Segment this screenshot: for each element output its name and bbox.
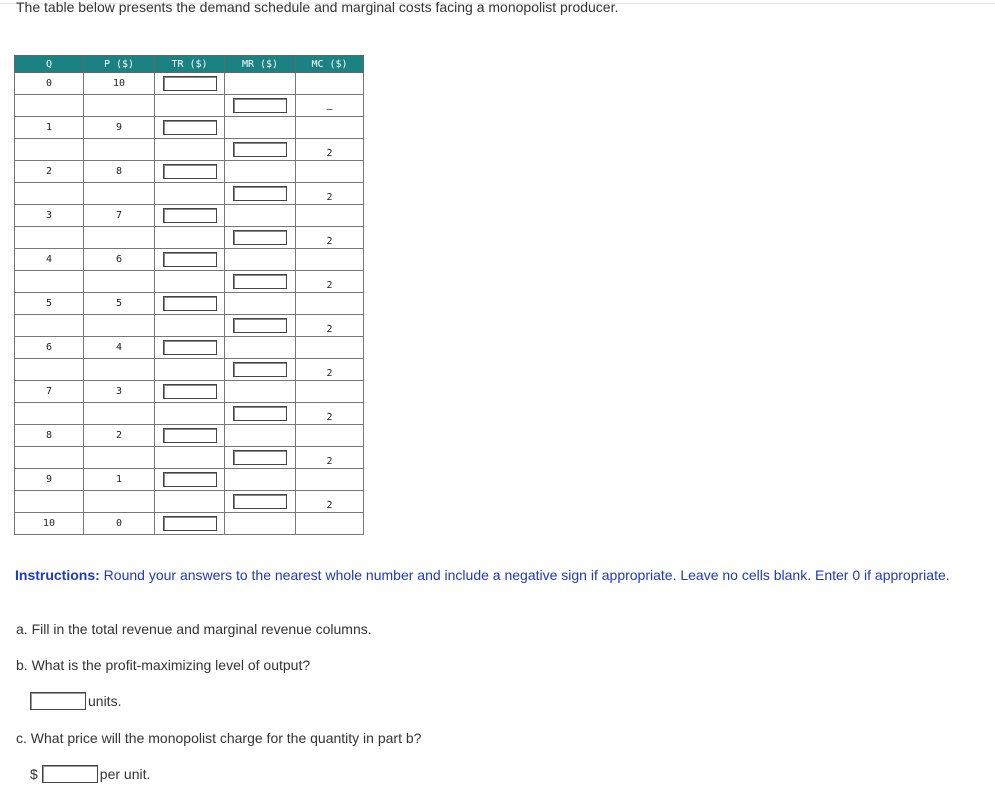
mr-input[interactable] xyxy=(233,274,287,289)
q-cell: 4 xyxy=(15,249,84,271)
mr-cell xyxy=(225,491,296,513)
mc-cell xyxy=(296,139,364,161)
table-row xyxy=(15,359,364,381)
question-a: a. Fill in the total revenue and marginal revenue columns. xyxy=(16,621,372,637)
tr-input[interactable] xyxy=(163,120,217,135)
tr-cell xyxy=(155,293,225,315)
p-cell: 9 xyxy=(84,117,155,139)
mr-input[interactable] xyxy=(233,230,287,245)
table-row xyxy=(15,73,364,95)
header-mr: MR ($) xyxy=(225,56,296,73)
tr-input[interactable] xyxy=(163,472,217,487)
table-row xyxy=(15,205,364,227)
p-cell: 8 xyxy=(84,161,155,183)
tr-input[interactable] xyxy=(163,340,217,355)
p-cell: 6 xyxy=(84,249,155,271)
tr-input[interactable] xyxy=(163,428,217,443)
intro-text: The table below presents the demand schedule and marginal costs facing a monopolist producer. xyxy=(16,0,619,15)
table-row xyxy=(15,139,364,161)
mc-value: 2 xyxy=(326,456,333,467)
mr-cell xyxy=(225,227,296,249)
mc-cell xyxy=(296,359,364,381)
table-row xyxy=(15,117,364,139)
tr-input[interactable] xyxy=(163,516,217,531)
mr-cell xyxy=(225,359,296,381)
table-row xyxy=(15,249,364,271)
mc-value: 2 xyxy=(326,192,333,203)
mc-cell xyxy=(296,447,364,469)
mr-cell xyxy=(225,403,296,425)
output-level-input[interactable] xyxy=(30,692,86,710)
table-row xyxy=(15,95,364,117)
question-b: b. What is the profit-maximizing level of output? xyxy=(16,657,311,673)
header-mc: MC ($) xyxy=(296,56,364,73)
mr-input[interactable] xyxy=(233,406,287,421)
table-row xyxy=(15,403,364,425)
q-cell: 9 xyxy=(15,469,84,491)
p-cell: 5 xyxy=(84,293,155,315)
p-cell: 7 xyxy=(84,205,155,227)
mc-blank xyxy=(296,73,364,95)
mr-input[interactable] xyxy=(233,186,287,201)
tr-cell xyxy=(155,249,225,271)
table-row xyxy=(15,161,364,183)
mr-input[interactable] xyxy=(233,450,287,465)
tr-cell xyxy=(155,337,225,359)
tr-cell xyxy=(155,73,225,95)
mr-cell xyxy=(225,95,296,117)
question-c: c. What price will the monopolist charge for the quantity in part b? xyxy=(16,730,422,746)
table-row xyxy=(15,447,364,469)
mc-cell xyxy=(296,227,364,249)
header-tr: TR ($) xyxy=(155,56,225,73)
q-cell: 5 xyxy=(15,293,84,315)
answer-b-row xyxy=(30,692,121,710)
tr-cell xyxy=(155,205,225,227)
tr-input[interactable] xyxy=(163,208,217,223)
table-row xyxy=(15,315,364,337)
tr-cell xyxy=(155,161,225,183)
mc-cell xyxy=(296,403,364,425)
header-p: P ($) xyxy=(84,56,155,73)
tr-cell xyxy=(155,425,225,447)
mr-cell xyxy=(225,271,296,293)
mc-cell xyxy=(296,491,364,513)
tr-input[interactable] xyxy=(163,296,217,311)
mr-input[interactable] xyxy=(233,494,287,509)
p-cell: 2 xyxy=(84,425,155,447)
per-unit-label: per unit. xyxy=(99,766,151,782)
header-q: Q xyxy=(15,56,84,73)
mc-value: 2 xyxy=(326,368,333,379)
q-cell: 10 xyxy=(15,513,84,535)
mr-cell xyxy=(225,315,296,337)
q-cell: 2 xyxy=(15,161,84,183)
mc-cell xyxy=(296,315,364,337)
p-cell: 4 xyxy=(84,337,155,359)
q-cell: 1 xyxy=(15,117,84,139)
units-label: units. xyxy=(88,693,122,709)
table-header-row xyxy=(15,56,364,73)
tr-cell xyxy=(155,469,225,491)
mr-cell xyxy=(225,139,296,161)
table-row xyxy=(15,337,364,359)
table-row xyxy=(15,183,364,205)
mr-cell xyxy=(225,183,296,205)
q-cell: 3 xyxy=(15,205,84,227)
answer-c-row xyxy=(30,765,150,783)
tr-cell xyxy=(155,381,225,403)
mc-value: – xyxy=(326,104,333,115)
table-row xyxy=(15,513,364,535)
tr-input[interactable] xyxy=(163,164,217,179)
mr-cell xyxy=(225,447,296,469)
p-cell: 3 xyxy=(84,381,155,403)
mc-cell xyxy=(296,271,364,293)
tr-input[interactable] xyxy=(163,252,217,267)
table-row xyxy=(15,491,364,513)
table-row xyxy=(15,293,364,315)
tr-cell xyxy=(155,117,225,139)
q-cell: 7 xyxy=(15,381,84,403)
instructions xyxy=(15,566,955,584)
mc-value: 2 xyxy=(326,324,333,335)
p-cell: 1 xyxy=(84,469,155,491)
mr-input[interactable] xyxy=(233,318,287,333)
mc-cell xyxy=(296,95,364,117)
table-row xyxy=(15,469,364,491)
mc-value: 2 xyxy=(326,236,333,247)
instructions-text: Round your answers to the nearest whole number and include a negative sign if appropriate. Leave no cells blank. Enter 0 if appropriate. xyxy=(99,567,950,583)
p-cell: 10 xyxy=(84,73,155,95)
mc-value: 2 xyxy=(326,412,333,423)
mc-value: 2 xyxy=(326,500,333,511)
q-cell: 8 xyxy=(15,425,84,447)
dollar-sign: $ xyxy=(30,766,38,782)
price-input[interactable] xyxy=(42,765,98,783)
mc-value: 2 xyxy=(326,148,333,159)
table-row xyxy=(15,425,364,447)
mr-blank xyxy=(225,73,296,95)
mc-cell xyxy=(296,183,364,205)
q-cell: 6 xyxy=(15,337,84,359)
q-cell: 0 xyxy=(15,73,84,95)
demand-schedule-table xyxy=(14,55,364,535)
table-row xyxy=(15,271,364,293)
table-row xyxy=(15,381,364,403)
tr-input[interactable] xyxy=(163,76,217,91)
mr-input[interactable] xyxy=(233,142,287,157)
mr-input[interactable] xyxy=(233,362,287,377)
p-cell: 0 xyxy=(84,513,155,535)
mr-input[interactable] xyxy=(233,98,287,113)
table-row xyxy=(15,227,364,249)
mc-value: 2 xyxy=(326,280,333,291)
tr-input[interactable] xyxy=(163,384,217,399)
instructions-label: Instructions: xyxy=(15,567,100,583)
tr-cell xyxy=(155,513,225,535)
